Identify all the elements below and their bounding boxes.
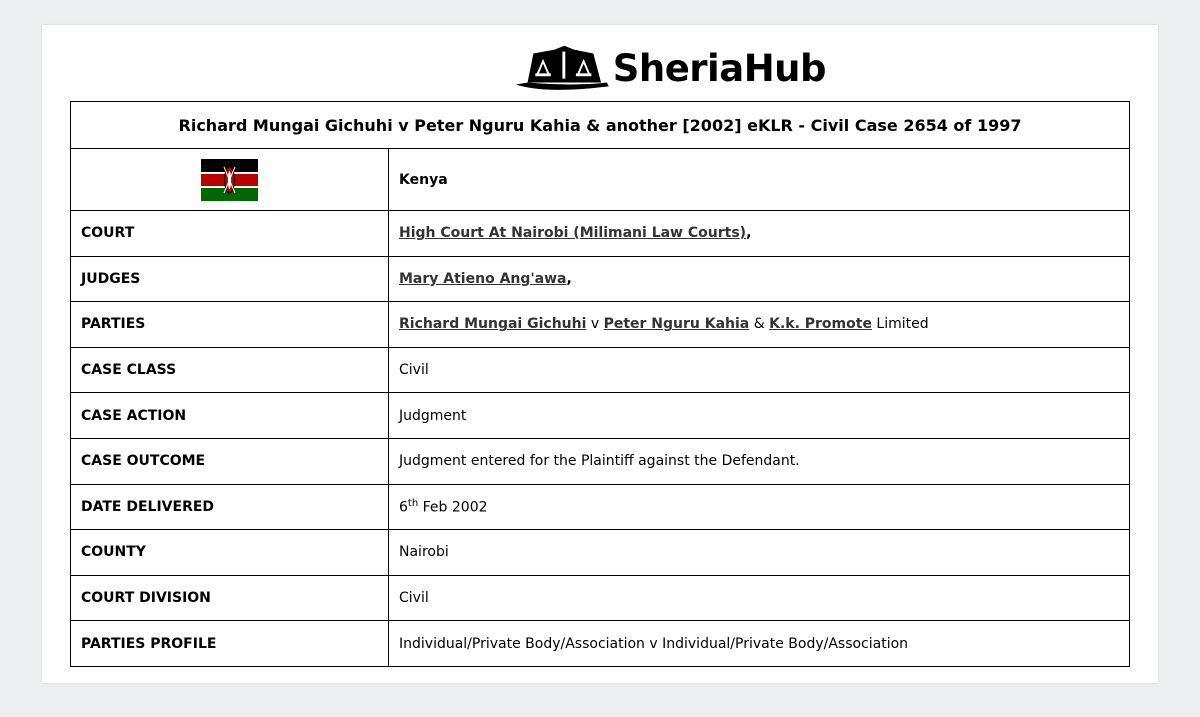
party-3-link[interactable]: K.k. Promote [769,316,872,333]
case-outcome-row [71,438,1130,484]
scales-of-justice-icon [516,45,611,93]
parties-row [71,302,1130,348]
party-2-link[interactable]: Peter Nguru Kahia [603,316,750,333]
document-card [42,25,1158,683]
parties-label: PARTIES [71,302,389,348]
case-action-value: Judgment [389,393,1130,439]
date-delivered-row [71,484,1130,530]
court-division-row [71,575,1130,621]
parties-profile-row [71,621,1130,667]
court-division-label: COURT DIVISION [71,575,389,621]
court-suffix: , [746,225,752,242]
party-3-suffix: Limited [871,316,929,333]
parties-profile-value: Individual/Private Body/Association v Individual/Private Body/Association [389,621,1130,667]
judges-label: JUDGES [71,256,389,302]
court-division-value: Civil [389,575,1130,621]
court-label: COURT [71,211,389,257]
case-class-value: Civil [389,347,1130,393]
county-row [71,530,1130,576]
judge-suffix: , [566,270,572,287]
kenya-flag-icon [201,159,258,201]
case-action-row [71,393,1130,439]
county-value: Nairobi [389,530,1130,576]
parties-value [389,302,1130,348]
case-class-row [71,347,1130,393]
date-rest: Feb 2002 [418,499,488,516]
judges-row [71,256,1130,302]
date-delivered-value [389,484,1130,530]
party-separator: v [586,316,604,333]
date-day: 6 [399,499,408,516]
country-name: Kenya [389,149,1130,211]
date-delivered-label: DATE DELIVERED [71,484,389,530]
court-link[interactable]: High Court At Nairobi (Milimani Law Courts) [399,225,747,242]
sheriahub-logo[interactable] [516,43,826,95]
parties-profile-label: PARTIES PROFILE [71,621,389,667]
case-action-label: CASE ACTION [71,393,389,439]
flag-cell [71,149,389,211]
case-outcome-label: CASE OUTCOME [71,438,389,484]
title-row [71,102,1130,149]
county-label: COUNTY [71,530,389,576]
country-row [71,149,1130,211]
court-row [71,211,1130,257]
party-separator: & [749,316,770,333]
court-value [389,211,1130,257]
date-suffix: th [407,498,419,510]
judge-link[interactable]: Mary Atieno Ang'awa [399,270,567,287]
case-info-table [70,101,1130,667]
judges-value [389,256,1130,302]
logo-text: SheriaHub [612,47,826,90]
party-1-link[interactable]: Richard Mungai Gichuhi [399,316,587,333]
case-outcome-value: Judgment entered for the Plaintiff against the Defendant. [389,438,1130,484]
case-class-label: CASE CLASS [71,347,389,393]
case-title: Richard Mungai Gichuhi v Peter Nguru Kahia & another [2002] eKLR - Civil Case 2654 of 1997 [71,102,1130,149]
